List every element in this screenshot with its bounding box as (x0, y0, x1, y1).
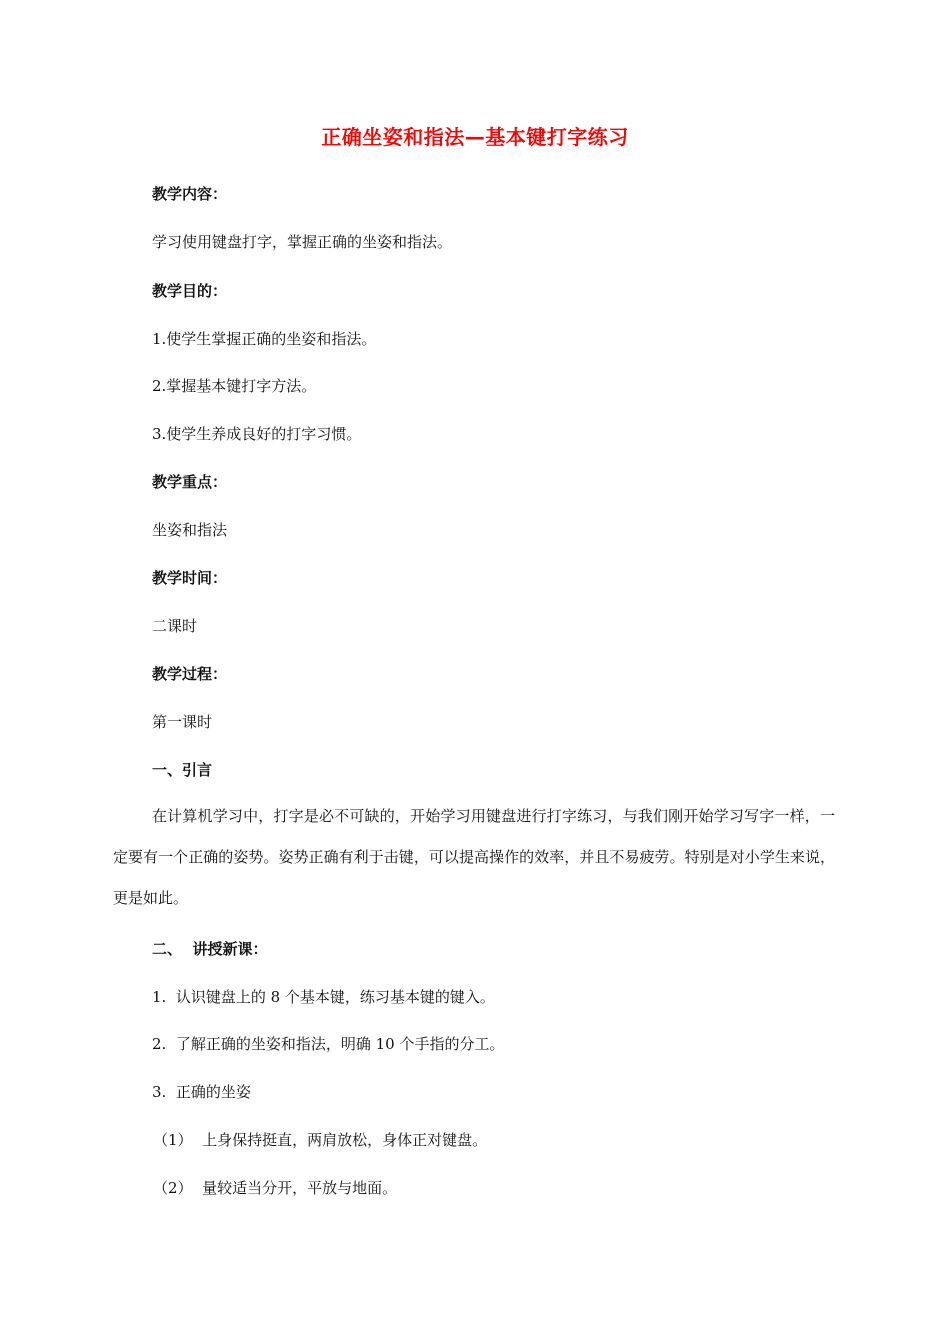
focus-text: 坐姿和指法 (152, 521, 228, 539)
content-heading: 教学内容： (152, 185, 228, 203)
document-title: 正确坐姿和指法—基本键打字练习 (321, 125, 629, 149)
lesson-label: 第一课时 (152, 713, 213, 731)
section2-item: 1. 认识键盘上的 8 个基本键，练习基本键的键入。 (152, 988, 495, 1006)
section1-paragraph: 在计算机学习中，打字是必不可缺的，开始学习用键盘进行打字练习，与我们刚开始学习写字一样，一定要有一个正确的姿势。姿势正确有利于击键，可以提高操作的效率，并且不易疲劳。特别是对小学生来说，更是如此。 (113, 807, 835, 907)
time-text: 二课时 (152, 617, 198, 635)
goal-item: 1.使学生掌握正确的坐姿和指法。 (152, 330, 377, 348)
goals-heading: 教学目的： (152, 282, 228, 300)
content-text: 学习使用键盘打字，掌握正确的坐姿和指法。 (152, 233, 453, 251)
goal-item: 3.使学生养成良好的打字习惯。 (152, 425, 362, 443)
posture-item: （2） 量较适当分开，平放与地面。 (153, 1179, 398, 1197)
section2-heading: 二、 讲授新课： (152, 940, 268, 958)
goal-item: 2.掌握基本键打字方法。 (152, 377, 317, 395)
time-heading: 教学时间： (152, 569, 228, 587)
posture-item: （1） 上身保持挺直，两肩放松，身体正对键盘。 (153, 1131, 488, 1149)
process-heading: 教学过程： (152, 665, 228, 683)
section2-item: 3. 正确的坐姿 (152, 1083, 251, 1101)
section1-heading: 一、引言 (152, 761, 213, 779)
focus-heading: 教学重点： (152, 473, 228, 491)
section2-item: 2. 了解正确的坐姿和指法，明确 10 个手指的分工。 (152, 1035, 505, 1053)
